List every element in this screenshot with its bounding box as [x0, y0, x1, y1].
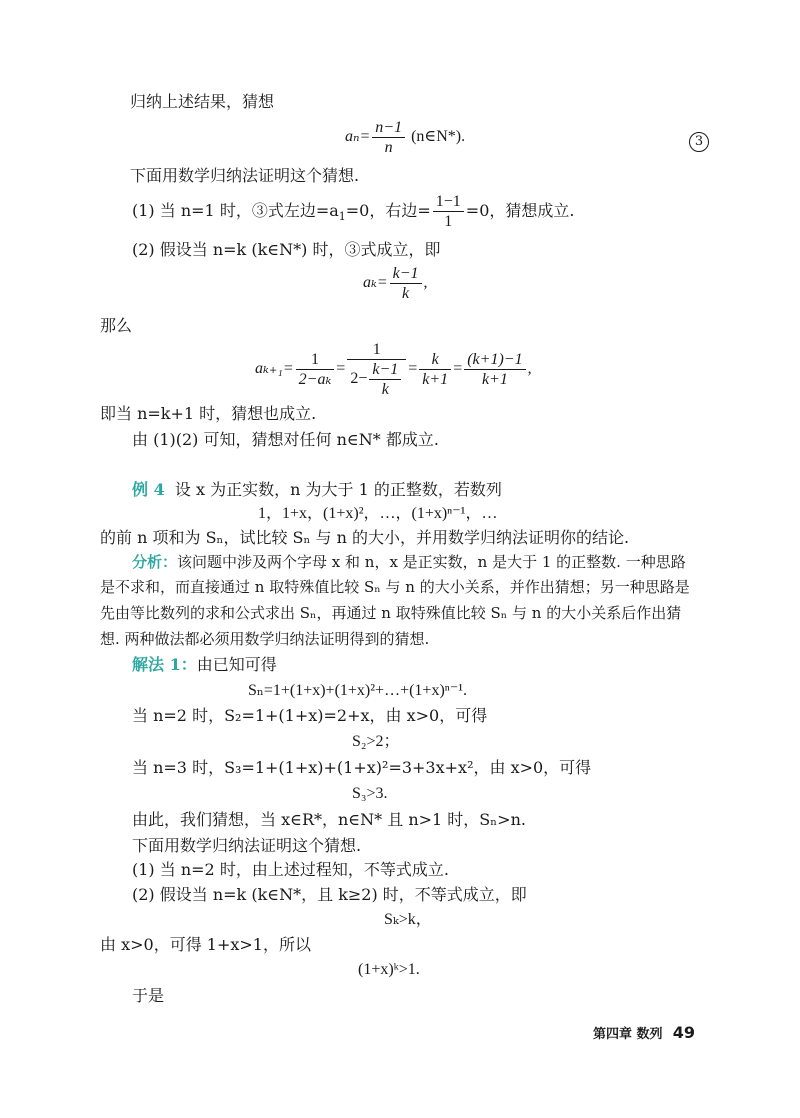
formula-lhs: aₖ₊₁= — [255, 360, 294, 378]
text-line: 归纳上述结果，猜想 — [130, 92, 275, 111]
text-part: =0，右边= — [345, 201, 431, 220]
denominator: 2−aₖ — [298, 371, 332, 388]
numerator: k−1 — [390, 264, 422, 284]
text-line: (1) 当 n=2 时，由上述过程知，不等式成立. — [132, 860, 449, 879]
formula-an — [345, 118, 465, 157]
text-line: (2) 假设当 n=k (k∈N*，且 k≥2) 时，不等式成立，即 — [132, 885, 527, 904]
equals-sign: = — [453, 360, 463, 378]
denominator: k — [381, 381, 389, 398]
text-part: (1) 当 n=1 时，③式左边=a — [132, 201, 339, 220]
formula-s2: S₂>2； — [352, 733, 400, 750]
text-line: 当 n=3 时，S₃=1+(1+x)+(1+x)²=3+3x+x²，由 x>0，可得 — [132, 758, 592, 777]
text-line: 于是 — [132, 986, 165, 1005]
formula-ak — [363, 264, 428, 303]
text-line: 即当 n=k+1 时，猜想也成立. — [100, 404, 317, 423]
equals-sign: = — [408, 360, 418, 378]
text-line: 由 (1)(2) 可知，猜想对任何 n∈N* 都成立. — [132, 430, 439, 449]
denominator: k+1 — [422, 371, 449, 388]
formula-ak1 — [255, 340, 532, 399]
denominator: 1 — [444, 213, 453, 230]
equation-number — [689, 130, 709, 152]
numerator: 1 — [347, 340, 406, 360]
example-text: 设 x 为正实数，n 为大于 1 的正整数，若数列 — [174, 480, 502, 499]
equals-sign: = — [336, 360, 346, 378]
formula-lhs: aₙ= — [345, 128, 371, 146]
solution-label: 解法 1： — [132, 655, 197, 674]
text-line: 当 n=2 时，S₂=1+(1+x)=2+x，由 x>0，可得 — [132, 706, 488, 725]
text-line: 下面用数学归纳法证明这个猜想. — [132, 836, 362, 855]
example-heading — [132, 480, 502, 500]
text-line: 的前 n 项和为 Sₙ，试比较 Sₙ 与 n 的大小，并用数学归纳法证明你的结论. — [100, 528, 630, 547]
punctuation: , — [423, 274, 428, 292]
circled-number-icon: 3 — [689, 132, 709, 152]
numerator: n−1 — [372, 118, 405, 138]
solution-text: 由已知可得 — [196, 655, 277, 674]
example-label: 例 4 — [132, 480, 165, 499]
punctuation: , — [527, 360, 532, 378]
formula-s3: S₃>3. — [352, 785, 388, 802]
numerator: 1−1 — [433, 192, 464, 212]
analysis-line: 是不求和，而直接通过 n 取特殊值比较 Sₙ 与 n 的大小关系，并作出猜想；另一种思路是 — [100, 578, 690, 596]
fraction — [433, 192, 464, 231]
text-line-case1: (1) 当 n=1 时，③式左边$=a_1=0$，右边= $\frac{1-1}{1}$ =0，猜想成立. — [132, 193, 575, 230]
text-line: 那么 — [100, 316, 133, 335]
text-line: 下面用数学归纳法证明这个猜想. — [130, 166, 360, 185]
analysis-line: 先由等比数列的求和公式求出 Sₙ，再通过 n 取特殊值比较 Sₙ 与 n 的大小关系后作出猜 — [100, 604, 682, 622]
analysis-line: 想. 两种做法都必须用数学归纳法证明得到的猜想. — [100, 630, 430, 648]
formula-sk: Sₖ>k， — [384, 911, 432, 928]
fraction — [347, 340, 406, 399]
numerator: (k+1)−1 — [464, 350, 525, 370]
formula-sn: Sₙ=1+(1+x)+(1+x)²+…+(1+x)ⁿ⁻¹. — [248, 682, 468, 699]
numerator: k — [419, 350, 451, 370]
chapter-title: 第四章 数列 — [593, 1027, 663, 1042]
page-number: 49 — [672, 1023, 695, 1042]
formula-condition: (n∈N*). — [411, 128, 466, 146]
fraction — [419, 350, 451, 389]
fraction — [372, 118, 405, 157]
fraction — [464, 350, 525, 389]
text-line: 由此，我们猜想，当 x∈R*，n∈N* 且 n>1 时，Sₙ>n. — [132, 810, 526, 829]
formula-ineq: (1+x)ᵏ>1. — [358, 961, 420, 978]
denominator: k+1 — [481, 371, 508, 388]
text-line: 由 x>0，可得 1+x>1，所以 — [100, 935, 311, 954]
text-line: (2) 假设当 n=k (k∈N*) 时，③式成立，即 — [132, 240, 441, 259]
analysis-text: 该问题中涉及两个字母 x 和 n，x 是正实数，n 是大于 1 的正整数. 一种思路 — [177, 553, 686, 571]
text-part: =0，猜想成立. — [465, 201, 575, 220]
page-footer — [593, 1023, 695, 1045]
formula-lhs: aₖ= — [363, 274, 388, 292]
numerator: k−1 — [369, 360, 401, 380]
numerator: 1 — [296, 350, 335, 370]
denominator: k — [402, 285, 410, 302]
solution-heading — [132, 655, 277, 675]
fraction — [296, 350, 335, 389]
denominator — [347, 360, 406, 399]
fraction — [390, 264, 422, 303]
nested-fraction — [369, 360, 401, 399]
denominator: n — [384, 139, 393, 156]
denominator-prefix: 2− — [350, 370, 368, 388]
analysis-label: 分析： — [132, 553, 178, 571]
analysis-line — [132, 552, 686, 572]
formula-sequence: 1，1+x，(1+x)²，…，(1+x)ⁿ⁻¹，… — [258, 505, 498, 522]
